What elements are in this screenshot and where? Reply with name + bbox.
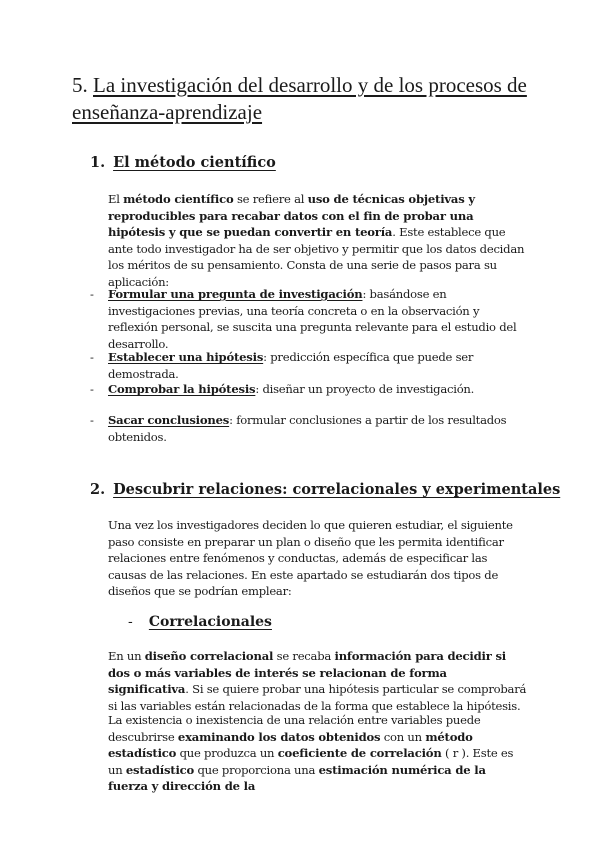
text-run: La existencia o inexistencia de una relación entre variables puede descubrirse bbox=[108, 713, 481, 744]
section-1-number: 1. bbox=[90, 154, 106, 171]
step-comprobar bbox=[108, 381, 528, 398]
bullet-dash: - bbox=[90, 350, 94, 364]
bold-run: examinando los datos obtenidos bbox=[177, 729, 381, 744]
bold-run: coeficiente de correlación bbox=[277, 746, 442, 760]
step-text: : diseñar un proyecto de investigación. bbox=[255, 382, 475, 396]
bold-run: información para decidir si dos o más variables de interés se relacionan de forma significativa bbox=[108, 649, 506, 696]
step-text: : basándose en investigaciones previas, una teoría concreta o en la observación y reflexión personal, se suscita una pregunta relevante para el estudio del desarrollo. bbox=[108, 287, 517, 351]
step-formular bbox=[108, 286, 528, 352]
text-run: En un bbox=[108, 649, 145, 663]
step-term: Comprobar la hipótesis bbox=[108, 382, 256, 396]
bold-run: método estadístico bbox=[108, 729, 473, 760]
text-run: se recaba bbox=[273, 649, 335, 663]
step-establecer bbox=[108, 349, 528, 382]
step-term: Formular una pregunta de investigación bbox=[108, 287, 363, 301]
text-run: que proporciona una bbox=[194, 762, 319, 777]
step-sacar bbox=[108, 412, 528, 445]
text-run: . Este establece que ante todo investigador ha de ser objetivo y permitir que los datos decidan los méritos de su pensamiento. Consta de una serie de pasos para su aplicación: bbox=[108, 225, 525, 289]
section-1-title: El método científico bbox=[113, 154, 276, 171]
step-text: : predicción específica que puede ser demostrada. bbox=[108, 350, 474, 381]
text-run: se refiere al bbox=[233, 192, 308, 206]
correlational-paragraph-2 bbox=[108, 712, 528, 795]
bullet-dash: - bbox=[90, 287, 94, 301]
bold-run: estadístico bbox=[125, 762, 195, 777]
section-2-number: 2. bbox=[90, 481, 106, 498]
subsection-title: Correlacionales bbox=[148, 614, 272, 630]
section-2-intro: Una vez los investigadores deciden lo que quieren estudiar, el siguiente paso consiste en preparar un plan o diseño que les permita identificar relaciones entre fenómenos y conductas, además de especificar las causas de las relaciones. En este apartado se estudiarán dos tipos de diseños que se podrían emplear: bbox=[108, 518, 513, 598]
text-run: con un bbox=[380, 729, 426, 744]
section-2-title: Descubrir relaciones: correlacionales y experimentales bbox=[113, 481, 561, 498]
bold-run: estimación numérica de la fuerza y dirección de la bbox=[108, 762, 486, 793]
bold-run: método científico bbox=[123, 192, 234, 206]
text-run: ( r ). Este es un bbox=[108, 746, 514, 777]
title-text: La investigación del desarrollo y de los procesos de enseñanza-aprendizaje bbox=[72, 73, 527, 124]
text-run: El bbox=[108, 192, 124, 206]
bold-run: diseño correlacional bbox=[144, 649, 274, 663]
section-1-heading bbox=[90, 154, 276, 171]
section-2-heading bbox=[90, 481, 560, 498]
bullet-dash: - bbox=[90, 382, 94, 396]
page-title bbox=[72, 72, 542, 126]
step-text: : formular conclusiones a partir de los resultados obtenidos. bbox=[108, 413, 507, 444]
bold-run: uso de técnicas objetivas y reproducibles para recabar datos con el fin de probar una hipótesis y que se puedan convertir en teoría bbox=[108, 192, 475, 239]
title-number: 5. bbox=[72, 73, 88, 97]
section-1-intro bbox=[108, 191, 528, 290]
subsection-heading bbox=[128, 614, 272, 630]
correlational-paragraph-1 bbox=[108, 648, 528, 714]
text-run: . Si se quiere probar una hipótesis particular se comprobará si las variables están relacionadas de la forma que establece la hipótesis. bbox=[108, 682, 527, 713]
bullet-dash: - bbox=[90, 413, 94, 427]
step-term: Sacar conclusiones bbox=[108, 413, 230, 427]
step-term: Establecer una hipótesis bbox=[108, 350, 264, 364]
subsection-dash: - bbox=[128, 614, 133, 630]
text-run: que produzca un bbox=[176, 746, 278, 760]
